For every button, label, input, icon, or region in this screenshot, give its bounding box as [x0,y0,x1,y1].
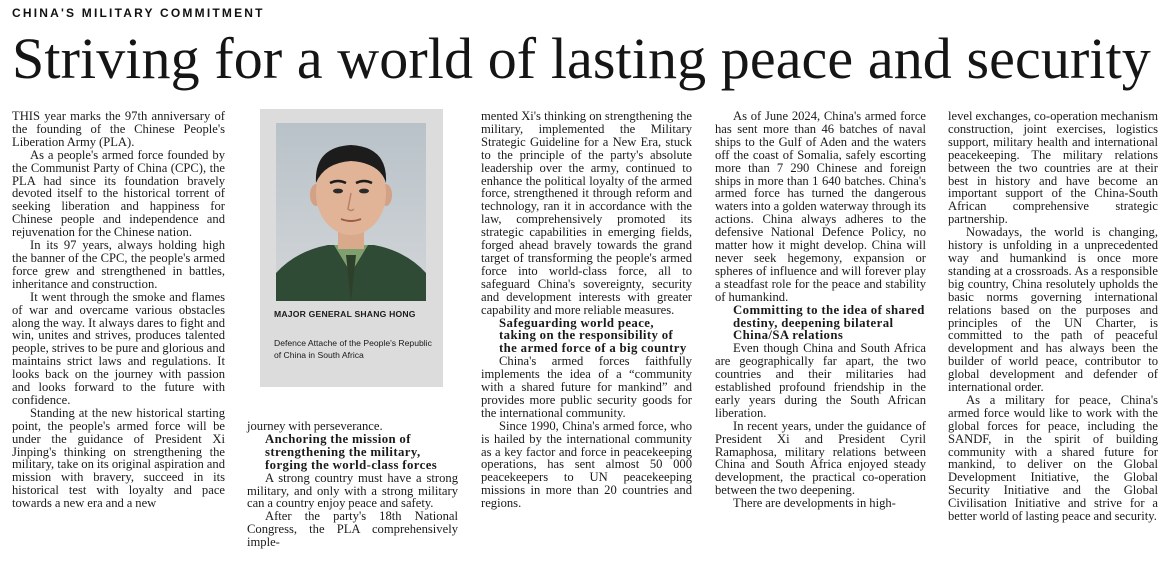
article-headline: Striving for a world of lasting peace and security [12,26,1151,91]
paragraph: It went through the smoke and flames of war and overcame various obstacles along the way. It always dares to fight and win, unites and strives, produces talented people, strives to be pure and glorious and maintains strict laws and regulations. It looks back on the journey with passion and looks forward to the future with confidence. [12,289,225,407]
photo-caption-description: Defence Attache of the People's Republic of China in South Africa [274,338,432,360]
portrait-image [276,123,426,301]
article-column-1 [12,110,225,510]
paragraph: As a military for peace, China's armed force would like to work with the global forces for peace, including the SANDF, in the spirit of building community with a shared future for mankind, to deliver on the Global Development Initiative, the Global Security Initiative and the Global Civilisation Initiative and strive for a better world of lasting peace and security. [948,392,1158,524]
article-column-5 [948,110,1158,523]
article-column-4 [715,110,926,510]
paragraph: mented Xi's thinking on strengthening the military, implemented the Military Strategic Guideline for a New Era, stuck to the principle of the party's absolute leadership over the army, continued to enhance the political loyalty of the armed force, strengthened it through reform and technology, ran it in accordance with the law, comprehensively promoted its strategic capabilities in emerging fields, forged ahead bravely towards the grand target of transforming the people's armed force into world-class force, all to safeguard China's sovereignty, security and development interests with greater capability and more reliable measures. [481,109,692,317]
paragraph: There are developments in high- [733,496,896,511]
paragraph: After the party's 18th National Congress, the PLA comprehensively imple- [247,509,458,550]
author-photo-box [260,109,443,387]
paragraph: As a people's armed force founded by the Communist Party of China (CPC), the PLA had since its foundation bravely devoted itself to the historical torrent of seeking liberation and happiness for Chinese people and independence and rejuvenation for the Chinese nation. [12,147,225,240]
paragraph: A strong country must have a strong military, and only with a strong military can a country enjoy peace and safety. [247,470,458,511]
author-portrait [276,123,426,301]
paragraph: Since 1990, China's armed force, who is hailed by the international community as a key factor and force in peacekeeping operations, has sent almost 50 000 peacekeepers to UN peacekeeping missions in more than 20 countries and regions. [481,418,692,511]
section-subheading: Anchoring the mission of strengthening the military, forging the world-class forces [265,431,438,472]
section-subheading: Safeguarding world peace, taking on the responsibility of the armed force of a big country [499,315,687,356]
paragraph: level exchanges, co-operation mechanism construction, joint exercises, logistics support, military health and international peacekeeping. The military relations between the two countries are at their best in history and have become an important support of the China-South African comprehensive strategic partnership. [948,109,1158,227]
paragraph: In its 97 years, always holding high the banner of the CPC, the people's armed force grew and strengthened in battles, inheritance and construction. [12,238,225,291]
paragraph: journey with perseverance. [247,419,383,433]
section-kicker: CHINA'S MILITARY COMMITMENT [12,6,265,20]
paragraph: Nowadays, the world is changing, history is unfolding in a unprecedented way and humankind is once more standing at a crossroads. As a responsible big country, China resolutely upholds the basic norms governing international relations based on the purposes and principles of the UN Charter, is committed to the path of peaceful development and has always been the builder of world peace, contributor to global development and defender of international order. [948,225,1158,395]
paragraph: China's armed forces faithfully implements the idea of a “community with a shared future for mankind” and provides more public security goods for the international community. [481,354,692,420]
paragraph: THIS year marks the 97th anniversary of the founding of the Chinese People's Liberation Army (PLA). [12,109,225,149]
paragraph: In recent years, under the guidance of President Xi and President Cyril Ramaphosa, military relations between China and South Africa enjoyed steady development, the practical co-operation between the two deepening. [715,418,926,498]
photo-caption-name: MAJOR GENERAL SHANG HONG [274,309,416,319]
article-column-3 [481,110,692,510]
paragraph: Standing at the new historical starting point, the people's armed force will be under the guidance of President Xi Jinping's thinking on strengthening the military, take on its original aspiration and mission with bravery, succeed in its historical test with loyalty and pace towards a new era and a new [12,405,225,511]
paragraph: Even though China and South Africa are geographically far apart, the two countries and their militaries had established profound friendship in the early years during the South African liberation. [715,341,926,420]
article-column-2 [247,420,458,549]
paragraph: As of June 2024, China's armed force has sent more than 46 batches of naval ships to the Gulf of Aden and the waters off the coast of Somalia, safely escorting more than 7 290 Chinese and foreign ships in more than 1 640 batches. China's armed force has turned the dangerous waters into a golden waterway through its actions. China always adheres to the defensive National Defence Policy, no matter how it might develop. China will never seek hegemony, expansion or spheres of influence and will forever play a steadfast role for the peace and stability of humankind. [715,109,926,304]
section-subheading: Committing to the idea of shared destiny, deepening bilateral China/SA relations [733,302,925,343]
